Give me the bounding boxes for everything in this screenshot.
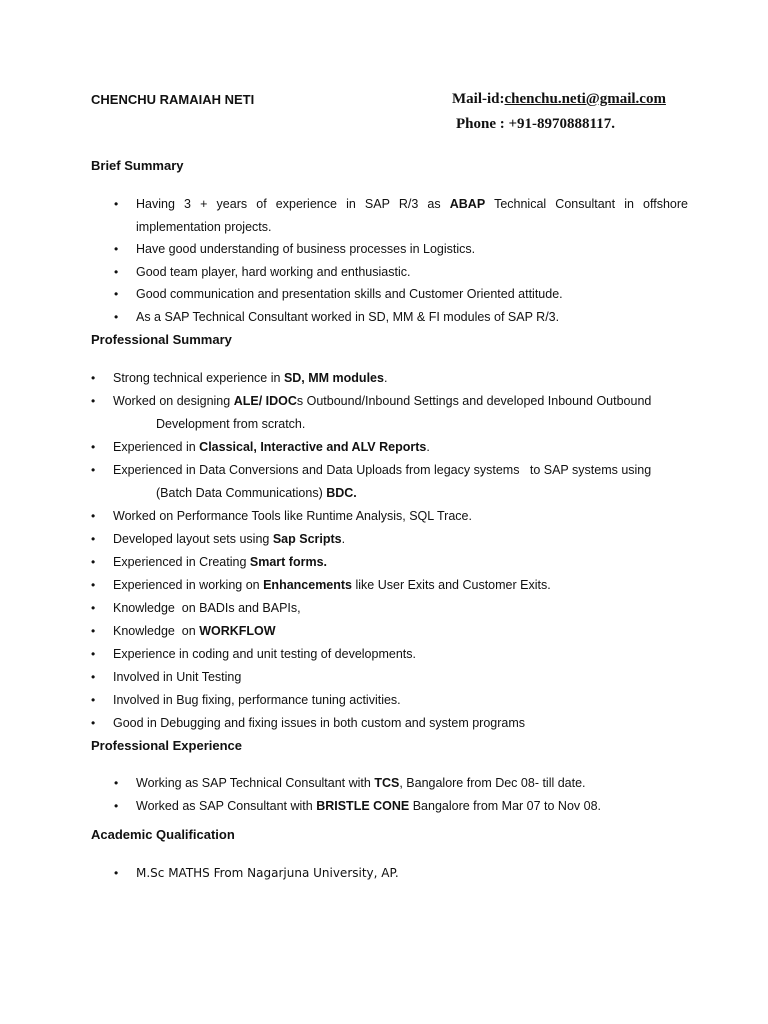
item-text: like User Exits and Customer Exits.: [352, 578, 551, 592]
list-item: [91, 528, 691, 551]
item-bold: Sap Scripts: [272, 532, 342, 546]
item-bold: ALE/ IDOC: [233, 394, 297, 408]
item-text: Worked on Performance Tools like Runtime Analysis, SQL Trace.: [113, 509, 472, 523]
bullet-icon: •: [91, 509, 96, 523]
bullet-icon: •: [114, 776, 119, 790]
list-item: [91, 436, 691, 459]
bullet-icon: •: [91, 440, 96, 454]
list-item: [91, 643, 691, 666]
list-item: [114, 193, 688, 238]
item-text: Knowledge on: [113, 624, 200, 638]
list-item: [91, 666, 691, 689]
item-bold: BRISTLE CONE: [316, 799, 410, 813]
academic-qualification-list: [114, 862, 614, 884]
item-text: Strong technical experience in: [113, 371, 284, 385]
item-bold: TCS: [374, 776, 400, 790]
bullet-icon: •: [114, 309, 119, 324]
list-item: [114, 238, 688, 261]
item-text: Having 3 + years of experience in SAP R/3 as: [136, 197, 450, 211]
email-line: [452, 91, 666, 108]
item-continuation: [113, 482, 691, 505]
email-label: Mail-id:: [452, 91, 505, 107]
bullet-icon: •: [91, 555, 96, 569]
item-text: Developed layout sets using: [113, 532, 273, 546]
list-item: [91, 459, 691, 505]
item-text: As a SAP Technical Consultant worked in SD, MM & FI modules of SAP R/3.: [136, 309, 560, 324]
item-continuation: Development from scratch.: [156, 417, 306, 431]
item-text: Worked as SAP Consultant with: [136, 799, 317, 813]
item-text: Bangalore from Mar 07 to Nov 08.: [409, 799, 602, 813]
list-item: [91, 551, 691, 574]
brief-summary-heading: Brief Summary: [91, 158, 184, 173]
item-text: (Batch Data Communications): [156, 486, 327, 500]
item-text: .: [426, 440, 430, 454]
item-continuation: implementation projects.: [136, 219, 272, 234]
list-item: [114, 862, 614, 884]
item-text: Working as SAP Technical Consultant with: [136, 776, 375, 790]
item-text: Knowledge on BADIs and BAPIs,: [113, 601, 301, 615]
list-item: [114, 306, 688, 329]
item-text: Good in Debugging and fixing issues in both custom and system programs: [113, 716, 526, 730]
list-item: [91, 367, 691, 390]
bullet-icon: •: [114, 287, 119, 301]
list-item: [91, 620, 691, 643]
item-text: Experienced in Creating: [113, 555, 250, 569]
list-item: [91, 574, 691, 597]
list-item: [91, 689, 691, 712]
professional-experience-heading: Professional Experience: [91, 738, 243, 753]
list-item: [114, 261, 688, 284]
bullet-icon: •: [114, 242, 119, 256]
item-bold: Smart forms.: [249, 555, 327, 569]
item-bold: SD, MM modules: [283, 371, 384, 385]
item-text: Experienced in: [113, 440, 200, 454]
item-text: Involved in Bug fixing, performance tuning activities.: [113, 693, 401, 707]
bullet-icon: •: [114, 264, 119, 279]
bullet-icon: •: [91, 394, 96, 408]
phone-line: Phone : +91-8970888117.: [456, 116, 615, 132]
list-item: [91, 505, 691, 528]
item-text: Worked on designing: [113, 394, 234, 408]
bullet-icon: •: [91, 647, 96, 661]
bullet-icon: •: [114, 197, 119, 211]
bullet-icon: •: [91, 601, 96, 615]
item-text: Experienced in working on: [113, 578, 264, 592]
item-text: Experience in coding and unit testing of developments.: [113, 647, 416, 661]
academic-qualification-heading: Academic Qualification: [91, 827, 235, 842]
list-item: [91, 597, 691, 620]
item-text: , Bangalore from Dec 08- till date.: [399, 776, 586, 790]
item-text: .: [383, 371, 388, 385]
brief-summary-list: [114, 193, 688, 328]
list-item: [91, 390, 691, 436]
professional-summary-heading: Professional Summary: [91, 332, 232, 347]
candidate-name: CHENCHU RAMAIAH NETI: [91, 92, 255, 107]
bullet-icon: •: [114, 799, 119, 813]
bullet-icon: •: [91, 670, 96, 684]
item-text: Good communication and presentation skills and Customer Oriented attitude.: [136, 287, 563, 301]
item-bold: Enhancements: [263, 578, 353, 592]
list-item: [114, 283, 688, 306]
bullet-icon: •: [91, 716, 96, 730]
bullet-icon: •: [114, 866, 119, 880]
bullet-icon: •: [91, 463, 96, 477]
email-address[interactable]: chenchu.neti@gmail.com: [504, 91, 666, 107]
list-item: [91, 712, 691, 735]
item-bold: Classical, Interactive and ALV Reports: [199, 440, 427, 454]
bullet-icon: •: [91, 693, 96, 707]
item-text: .: [341, 532, 346, 546]
item-text: Involved in Unit Testing: [113, 670, 242, 684]
item-text: s Outbound/Inbound Settings and developed Inbound Outbound: [296, 394, 652, 408]
item-text: M.Sc MATHS From Nagarjuna University, AP.: [136, 866, 399, 880]
item-text: Have good understanding of business processes in Logistics.: [136, 242, 476, 256]
item-text: Experienced in Data Conversions and Data Uploads from legacy systems to SAP systems using: [113, 463, 652, 477]
bullet-icon: •: [91, 532, 96, 546]
list-item: [114, 795, 674, 818]
item-bold: WORKFLOW: [199, 624, 276, 638]
professional-experience-list: [114, 772, 674, 818]
item-bold: ABAP: [449, 197, 486, 211]
item-text: Good team player, hard working and enthusiastic.: [136, 264, 411, 279]
bullet-icon: •: [91, 624, 96, 638]
item-bold: BDC.: [326, 486, 357, 500]
item-text: Technical Consultant in offshore: [485, 197, 688, 211]
bullet-icon: •: [91, 371, 96, 385]
bullet-icon: •: [91, 578, 96, 592]
professional-summary-list: [91, 367, 691, 735]
list-item: [114, 772, 674, 795]
